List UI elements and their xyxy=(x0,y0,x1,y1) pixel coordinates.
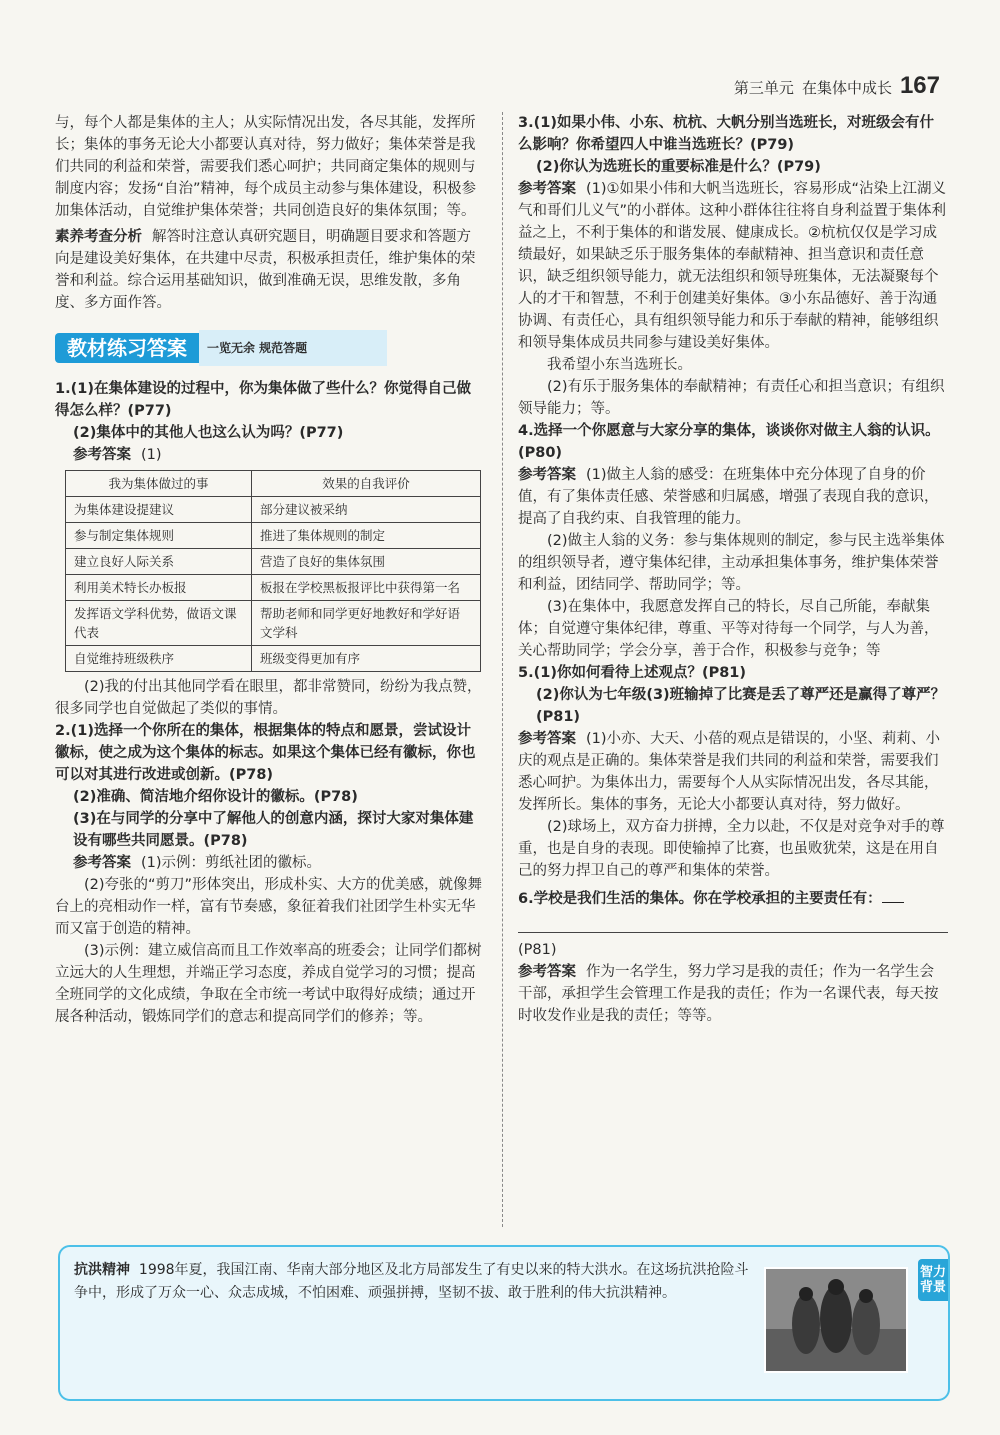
question-6 xyxy=(518,888,948,910)
table-cell: 帮助老师和同学更好地教好和学好语文学科 xyxy=(252,601,481,646)
answer-line xyxy=(518,910,948,933)
table-cell: 利用美术特长办板报 xyxy=(66,575,252,601)
question-2c: (3)在与同学的分享中了解他人的创意内涵，探讨大家对集体建设有哪些共同愿景。(P78) xyxy=(73,811,474,849)
table-row xyxy=(66,575,481,601)
question-6-page: (P81) xyxy=(518,942,557,958)
answer-label: 参考答案 xyxy=(518,181,576,197)
answer-label: 参考答案 xyxy=(73,855,131,871)
analysis-text: 解答时注意认真研究题目，明确题目要求和答题方向是建设美好集体，在共建中尽责，积极承担责任，维护集体的荣誉和利益。综合运用基础知识，做到准确无误，思维发散，多角度、多方面作答。 xyxy=(55,229,476,311)
question-5b: (2)你认为七年级(3)班输掉了比赛是丢了尊严还是赢得了尊严？(P81) xyxy=(536,687,946,725)
answer-3-choice: 我希望小东当选班长。 xyxy=(547,357,692,373)
table-cell: 营造了良好的集体氛围 xyxy=(252,549,481,575)
banner-subtitle: 一览无余 规范答题 xyxy=(199,330,387,366)
background-body: 1998年夏，我国江南、华南大部分地区及北方局部发生了有史以来的特大洪水。在这场抗洪抢险斗争中，形成了万众一心、众志成城，不怕困难、顽强拼搏，坚韧不拔、敢于胜利的伟大抗洪精神。 xyxy=(74,1262,749,1301)
background-text xyxy=(74,1259,754,1305)
background-info-box xyxy=(58,1245,950,1401)
question-4: 4.选择一个你愿意与大家分享的集体，谈谈你对做主人翁的认识。(P80) xyxy=(518,423,940,461)
question-2a: 2.(1)选择一个你所在的集体，根据集体的特点和愿景，尝试设计徽标，使之成为这个集体的标志。如果这个集体已经有徽标，你也可以对其进行改进或创新。(P78) xyxy=(55,723,476,783)
answer-4-part2: (2)做主人翁的义务：参与集体规则的制定，参与民主选举集体的组织领导者，遵守集体纪律，主动承担集体事务，维护集体荣誉和利益，团结同学、帮助同学；等。 xyxy=(518,533,945,593)
question-1a: 1.(1)在集体建设的过程中，你为集体做了些什么？你觉得自己做得怎么样？(P77) xyxy=(55,381,471,419)
answer-2-part2: (2)夸张的“剪刀”形体突出，形成朴实、大方的优美感，就像舞台上的亮相动作一样，富有节奏感，象征着我们社团学生朴实无华而又富于创造的精神。 xyxy=(55,877,483,937)
question-5a: 5.(1)你如何看待上述观点？(P81) xyxy=(518,665,746,681)
banner-title: 教材练习答案 xyxy=(55,333,199,363)
table-header: 我为集体做过的事 xyxy=(66,471,252,497)
table-cell: 自觉维持班级秩序 xyxy=(66,646,252,672)
background-title: 抗洪精神 xyxy=(74,1262,130,1278)
table-row xyxy=(66,497,481,523)
table-row xyxy=(66,549,481,575)
answer-5-part2: (2)球场上，双方奋力拼搏，全力以赴，不仅是对竞争对手的尊重，也是自身的表现。即使输掉了比赛，也虽败犹荣，这是在用自己的努力捍卫自己的尊严和集体的荣誉。 xyxy=(518,819,945,879)
table-cell: 参与制定集体规则 xyxy=(66,523,252,549)
answer-text: (1)小亦、大天、小蓓的观点是错误的，小坚、莉莉、小庆的观点是正确的。集体荣誉是我们共同的利益和荣誉，需要我们悉心呵护。为集体出力，需要每个人从实际情况出发，各尽其能，发挥所长。集体的事务，无论大小都要认真对待，努力做好。 xyxy=(518,731,941,813)
table-cell: 为集体建设提建议 xyxy=(66,497,252,523)
table-cell: 班级变得更加有序 xyxy=(252,646,481,672)
answer-3-part2: (2)有乐于服务集体的奉献精神；有责任心和担当意识；有组织领导能力；等。 xyxy=(518,379,945,417)
table-cell: 推进了集体规则的制定 xyxy=(252,523,481,549)
answer-2-part1 xyxy=(55,852,485,874)
answer-text: (1)示例：剪纸社团的徽标。 xyxy=(141,855,322,871)
table-row xyxy=(66,523,481,549)
self-evaluation-table xyxy=(65,470,481,672)
table-cell: 板报在学校黑板报评比中获得第一名 xyxy=(252,575,481,601)
answer-text: (1)做主人翁的感受：在班集体中充分体现了自身的价值，有了集体责任感、荣誉感和归属感，增强了表现自我的意识，提高了自我约束、自我管理的能力。 xyxy=(518,467,939,527)
table-row xyxy=(66,646,481,672)
page-number: 167 xyxy=(899,72,940,99)
answer-blank xyxy=(882,902,904,903)
section-label: 在集体中成长 xyxy=(801,79,892,97)
answer-label: 参考答案 xyxy=(518,731,576,747)
answer-6 xyxy=(518,961,948,1027)
table-cell: 建立良好人际关系 xyxy=(66,549,252,575)
answer-1-intro xyxy=(55,444,485,466)
question-3a: 3.(1)如果小伟、小东、杭杭、大帆分别当选班长，对班级会有什么影响？你希望四人中谁当选班长？(P79) xyxy=(518,115,934,153)
column-divider xyxy=(502,112,503,1227)
analysis-paragraph xyxy=(55,226,485,314)
table-header: 效果的自我评价 xyxy=(252,471,481,497)
answer-part: (1) xyxy=(141,447,162,463)
answer-text: (1)①如果小伟和大帆当选班长，容易形成“沾染上江湖义气和哥们儿义气”的小群体。这种小群体往往将自身利益置于集体利益之上，不利于集体的和谐发展、健康成长。②杭杭仅仅是学习成绩最好，如果缺乏乐于服务集体的奉献精神、担当意识和责任意识，缺乏组织领导能力，就无法组织和领导班集体，无法凝聚每个人的才干和智慧，不利于创建美好集体。③小东品德好、善于沟通协调、有责任心，具有组织领导能力和乐于奉献的精神，能够组织和领导集体成员共同参与建设美好集体。 xyxy=(518,181,947,351)
answer-4-part3: (3)在集体中，我愿意发挥自己的特长，尽自己所能，奉献集体；自觉遵守集体纪律，尊重、平等对待每一个同学，与人为善，关心帮助同学；学会分享，善于合作，积极参与竞争；等 xyxy=(518,599,939,659)
background-side-label: 智力背景 xyxy=(918,1259,948,1301)
table-row xyxy=(66,601,481,646)
answer-label: 参考答案 xyxy=(518,964,576,980)
intro-paragraph: 与，每个人都是集体的主人；从实际情况出发，各尽其能，发挥所长；集体的事务无论大小都要认真对待，努力做好；集体荣誉是我们共同的利益和荣誉，需要我们悉心呵护；共同商定集体的规则与制度内容；发扬“自治”精神，每个成员主动参与集体建设，积极参加集体活动，自觉维护集体荣誉；共同创造良好的集体氛围；等。 xyxy=(55,115,477,219)
question-3b: (2)你认为选班长的重要标准是什么？(P79) xyxy=(536,159,821,175)
flood-fighting-photo xyxy=(764,1267,908,1373)
right-column xyxy=(518,112,948,1027)
answer-2-part3: (3)示例：建立威信高而且工作效率高的班委会；让同学们都树立远大的人生理想，并端正学习态度，养成自觉学习的习惯；提高全班同学的文化成绩，争取在全市统一考试中取得好成绩；通过开展各种活动，锻炼同学们的意志和提高同学们的修养；等。 xyxy=(55,943,482,1025)
answer-4-part1 xyxy=(518,464,948,530)
question-1b: (2)集体中的其他人也这么认为吗？(P77) xyxy=(73,425,344,441)
unit-label: 第三单元 xyxy=(733,79,794,97)
table-cell: 部分建议被采纳 xyxy=(252,497,481,523)
answer-label: 参考答案 xyxy=(73,447,131,463)
answer-3-part1 xyxy=(518,178,948,354)
analysis-label: 素养考查分析 xyxy=(55,229,142,245)
question-6-text: 6.学校是我们生活的集体。你在学校承担的主要责任有： xyxy=(518,891,882,907)
answer-text: 作为一名学生，努力学习是我的责任；作为一名学生会干部，承担学生会管理工作是我的责任；作为一名课代表，每天按时收发作业是我的责任；等等。 xyxy=(518,964,939,1024)
page-header xyxy=(734,72,940,100)
section-banner xyxy=(55,330,485,366)
answer-label: 参考答案 xyxy=(518,467,576,483)
table-cell: 发挥语文学科优势，做语文课代表 xyxy=(66,601,252,646)
answer-1-part2: (2)我的付出其他同学看在眼里，都非常赞同，纷纷为我点赞，很多同学也自觉做起了类似的事情。 xyxy=(55,679,482,717)
question-2b: (2)准确、简洁地介绍你设计的徽标。(P78) xyxy=(73,789,358,805)
answer-5-part1 xyxy=(518,728,948,816)
table-header-row xyxy=(66,471,481,497)
left-column xyxy=(55,112,485,1028)
